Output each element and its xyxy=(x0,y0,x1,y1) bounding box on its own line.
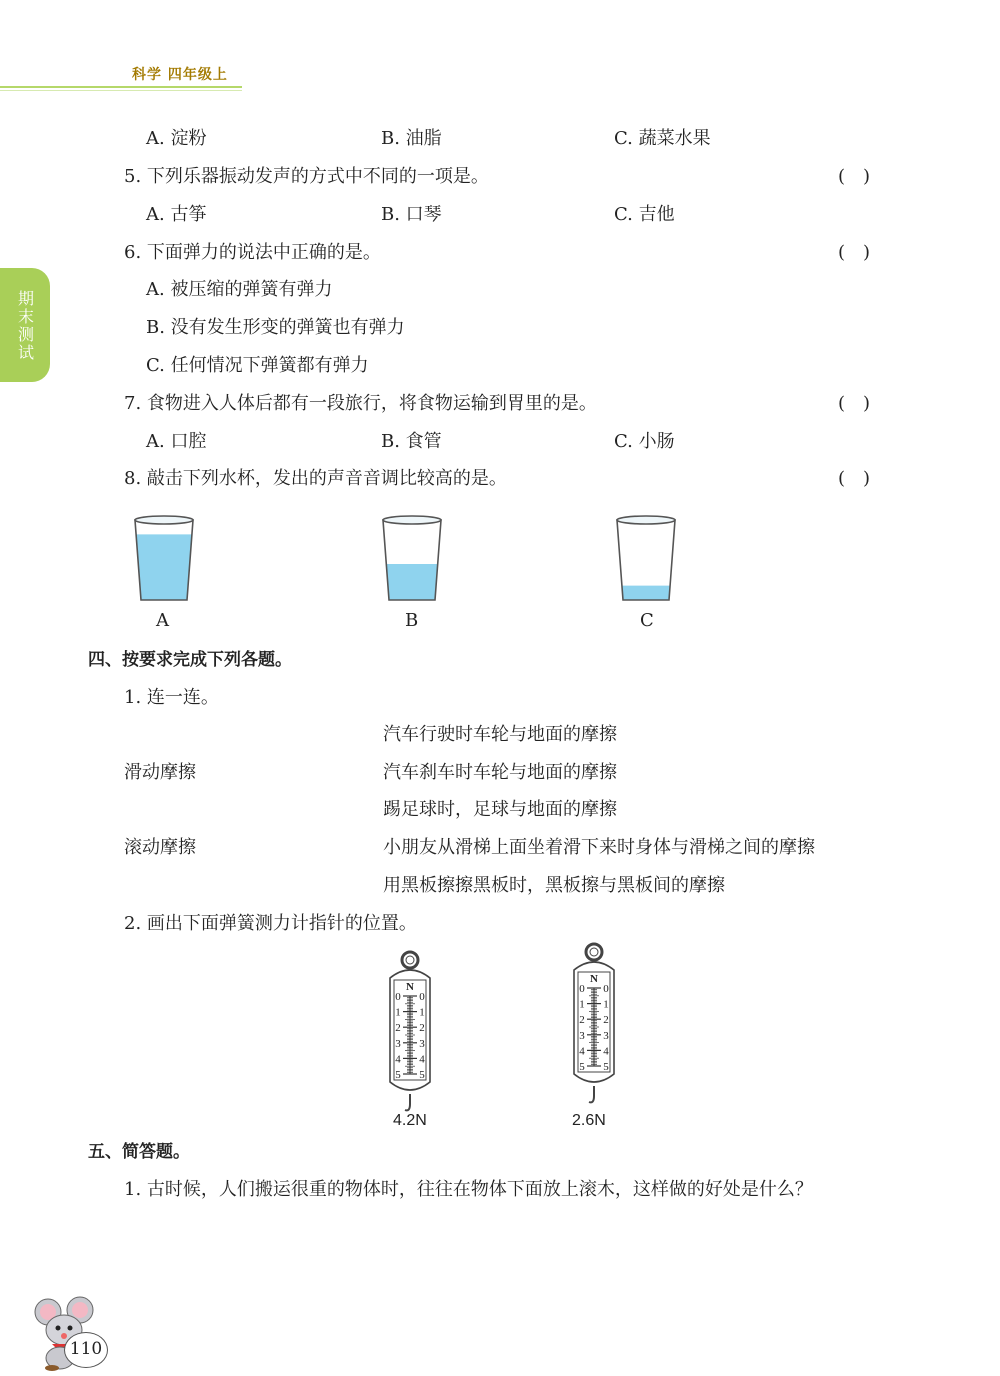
cup-c-label: C xyxy=(640,610,654,631)
scale-unit: N xyxy=(406,981,414,993)
q4-option-c: C. 蔬菜水果 xyxy=(614,128,711,149)
q8-text: 8. 敲击下列水杯，发出的声音音调比较高的是。 xyxy=(124,468,507,489)
scale-number: 1 xyxy=(419,1006,425,1019)
section-4-title: 四、按要求完成下列各题。 xyxy=(88,650,292,670)
scale-number: 3 xyxy=(579,1029,585,1042)
scale-number: 5 xyxy=(603,1061,609,1073)
scale-number: 1 xyxy=(579,998,585,1011)
page-header xyxy=(0,58,245,92)
q6-option-b: B. 没有发生形变的弹簧也有弹力 xyxy=(146,317,405,338)
q7-option-c: C. 小肠 xyxy=(614,431,675,452)
match-right-item[interactable]: 小朋友从滑梯上面坐着滑下来时身体与滑梯之间的摩擦 xyxy=(383,837,815,858)
scale-hook xyxy=(405,1094,410,1110)
cup-rim xyxy=(135,516,193,524)
s5-q1-text: 1. 古时候，人们搬运很重的物体时，往往在物体下面放上滚木，这样做的好处是什么？ xyxy=(124,1179,813,1200)
q5-option-c: C. 吉他 xyxy=(614,204,675,225)
q7-text: 7. 食物进入人体后都有一段旅行，将食物运输到胃里的是。 xyxy=(124,393,597,414)
q8-answer-blank[interactable]: () xyxy=(838,468,889,489)
scale-unit: N xyxy=(590,973,598,985)
q6-answer-blank[interactable]: () xyxy=(838,242,889,263)
scale-ring-inner xyxy=(590,948,598,956)
side-tab-label: 期末测试 xyxy=(17,289,34,362)
scale-number: 5 xyxy=(579,1061,585,1073)
spring-scale-2-icon[interactable] xyxy=(562,940,626,1112)
scale-number: 0 xyxy=(395,991,401,1003)
q5-option-a: A. 古筝 xyxy=(146,204,207,225)
spring-scale-1-icon[interactable] xyxy=(378,948,442,1120)
section-5-title: 五、简答题。 xyxy=(88,1142,190,1162)
scale-1-label: 4.2N xyxy=(393,1112,427,1129)
scale-ring xyxy=(402,952,418,968)
cup-a-icon xyxy=(132,512,196,604)
scale-number: 2 xyxy=(603,1014,609,1027)
scale-number: 5 xyxy=(419,1069,425,1081)
q4-option-a: A. 淀粉 xyxy=(146,128,207,149)
q6-option-a: A. 被压缩的弹簧有弹力 xyxy=(146,279,333,300)
scale-number: 1 xyxy=(395,1006,401,1019)
s4-q1-text: 1. 连一连。 xyxy=(124,687,219,708)
scale-number: 4 xyxy=(419,1053,425,1066)
q7-option-a: A. 口腔 xyxy=(146,431,207,452)
scale-2-label: 2.6N xyxy=(572,1112,606,1129)
q6-option-c: C. 任何情况下弹簧都有弹力 xyxy=(146,355,369,376)
q4-option-b: B. 油脂 xyxy=(381,128,442,149)
cup-water-fill xyxy=(386,564,437,600)
match-left-item[interactable]: 滚动摩擦 xyxy=(124,837,196,858)
page-number: 110 xyxy=(64,1332,108,1368)
cup-rim xyxy=(383,516,441,524)
scale-number: 2 xyxy=(579,1014,585,1027)
q7-answer-blank[interactable]: () xyxy=(838,393,889,414)
scale-number: 2 xyxy=(419,1022,425,1035)
scale-number: 0 xyxy=(603,983,609,995)
header-rule-thin xyxy=(0,90,242,91)
match-right-item[interactable]: 汽车行驶时车轮与地面的摩擦 xyxy=(383,724,617,745)
scale-number: 4 xyxy=(579,1045,585,1058)
match-right-item[interactable]: 踢足球时，足球与地面的摩擦 xyxy=(383,799,617,820)
cup-b-icon xyxy=(380,512,444,604)
scale-number: 5 xyxy=(395,1069,401,1081)
scale-number: 2 xyxy=(395,1022,401,1035)
scale-number: 0 xyxy=(419,991,425,1003)
scale-number: 4 xyxy=(395,1053,401,1066)
scale-number: 1 xyxy=(603,998,609,1011)
scale-ring-inner xyxy=(406,956,414,964)
cup-b-label: B xyxy=(405,610,419,631)
q5-text: 5. 下列乐器振动发声的方式中不同的一项是。 xyxy=(124,166,489,187)
book-title: 科学 四年级上 xyxy=(132,67,228,83)
cup-water-fill xyxy=(136,534,192,600)
match-right-item[interactable]: 用黑板擦擦黑板时，黑板擦与黑板间的摩擦 xyxy=(383,875,725,896)
scale-number: 3 xyxy=(395,1037,401,1050)
q5-answer-blank[interactable]: () xyxy=(838,166,889,187)
cup-a-label: A xyxy=(156,610,169,631)
scale-number: 3 xyxy=(419,1037,425,1050)
header-rule xyxy=(0,86,242,88)
s4-q2-text: 2. 画出下面弹簧测力计指针的位置。 xyxy=(124,913,417,934)
scale-number: 4 xyxy=(603,1045,609,1058)
side-tab xyxy=(0,268,50,382)
q5-option-b: B. 口琴 xyxy=(381,204,442,225)
scale-hook xyxy=(589,1086,594,1102)
match-right-item[interactable]: 汽车刹车时车轮与地面的摩擦 xyxy=(383,762,617,783)
scale-number: 3 xyxy=(603,1029,609,1042)
cup-c-icon xyxy=(614,512,678,604)
q7-option-b: B. 食管 xyxy=(381,431,442,452)
scale-number: 0 xyxy=(579,983,585,995)
q6-text: 6. 下面弹力的说法中正确的是。 xyxy=(124,242,381,263)
scale-ring xyxy=(586,944,602,960)
cup-rim xyxy=(617,516,675,524)
cup-water-fill xyxy=(622,586,670,600)
match-left-item[interactable]: 滑动摩擦 xyxy=(124,762,196,783)
